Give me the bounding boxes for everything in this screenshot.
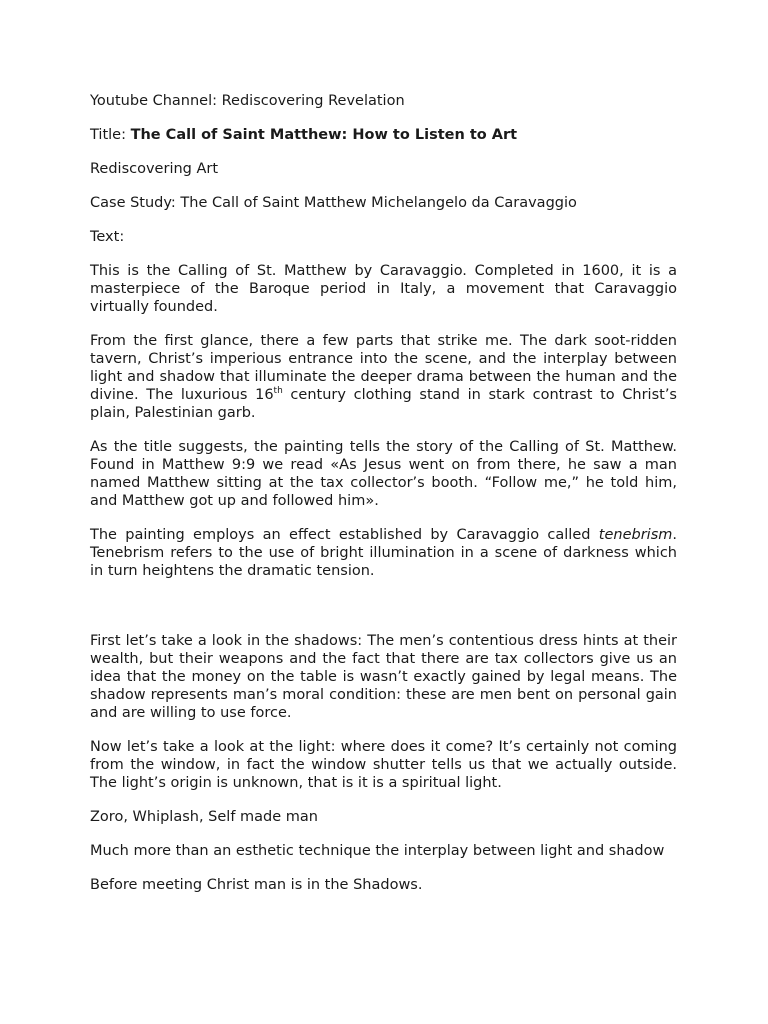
paragraph-3: As the title suggests, the painting tells the story of the Calling of St. Matthew. Found in Matthew 9:9 we read «As Jesus went on from there, he saw a man named Matthew sitting at the tax collector’s booth. “Follow me,” he told him, and Matthew got up and followed him».: [90, 439, 677, 509]
paragraph-2-part-b: century clothing stand in stark contrast to Christ’s plain, Palestinian garb.: [90, 387, 677, 421]
paragraph-1: This is the Calling of St. Matthew by Caravaggio. Completed in 1600, it is a masterpiece of the Baroque period in Italy, a movement that Caravaggio virtually founded.: [90, 263, 677, 315]
paragraph-7: Zoro, Whiplash, Self made man: [90, 809, 318, 825]
series-line: Rediscovering Art: [90, 161, 219, 177]
document-page: [90, 92, 677, 910]
paragraph-2: [90, 332, 677, 422]
paragraph-2-part-a: From the first glance, there a few parts that strike me. The dark soot-ridden tavern, Christ’s imperious entrance into the scene, and the interplay between light and shadow that illuminate the deeper drama between the human and the divine. The luxurious 16: [90, 333, 677, 403]
text-label: Text:: [90, 229, 125, 245]
case-study-line: Case Study: The Call of Saint Matthew Michelangelo da Caravaggio: [90, 195, 577, 211]
paragraph-6: Now let’s take a look at the light: where does it come? It’s certainly not coming from the window, in fact the window shutter tells us that we actually outside. The light’s origin is unknown, that is it is a spiritual light.: [90, 739, 677, 791]
channel-line: Youtube Channel: Rediscovering Revelation: [90, 93, 405, 109]
document-title: The Call of Saint Matthew: How to Listen to Art: [130, 127, 518, 143]
paragraph-4: [90, 526, 677, 580]
title-line: [90, 126, 677, 144]
tenebrism-term: tenebrism: [598, 527, 673, 543]
paragraph-9: Before meeting Christ man is in the Shadows.: [90, 877, 423, 893]
paragraph-4-part-a: The painting employs an effect established by Caravaggio called: [90, 527, 599, 543]
paragraph-8: Much more than an esthetic technique the interplay between light and shadow: [90, 843, 665, 859]
title-label: Title:: [90, 127, 126, 143]
blank-space: [90, 596, 677, 632]
paragraph-4-part-b: . Tenebrism refers to the use of bright illumination in a scene of darkness which in turn heightens the dramatic tension.: [90, 527, 677, 579]
ordinal-suffix: th: [273, 386, 283, 397]
paragraph-5: First let’s take a look in the shadows: The men’s contentious dress hints at their wealth, but their weapons and the fact that there are tax collectors give us an idea that the money on the table is wasn’t exactly gained by legal means. The shadow represents man’s moral condition: these are men bent on personal gain and are willing to use force.: [90, 633, 677, 721]
